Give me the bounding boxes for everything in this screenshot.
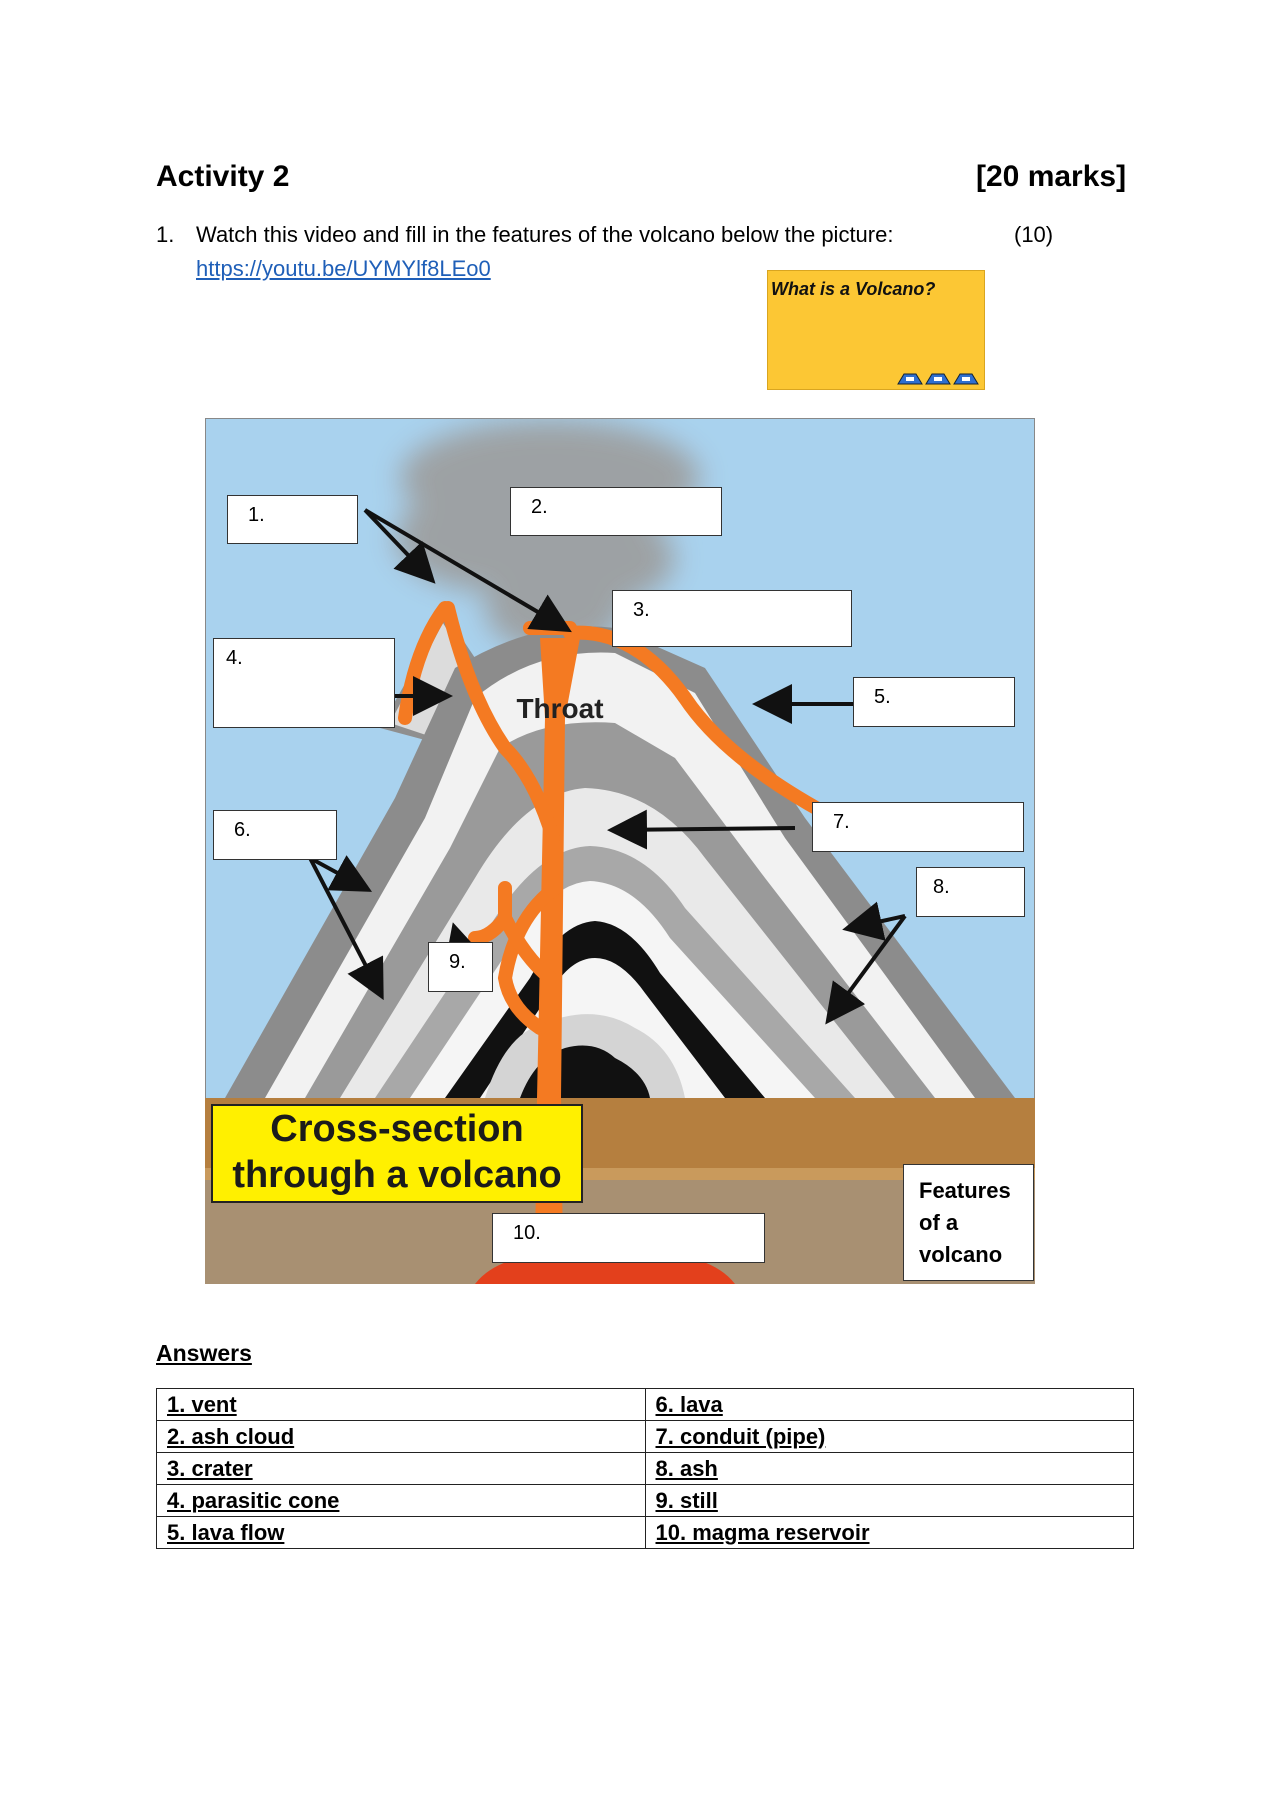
table-row	[157, 1389, 1134, 1421]
answer-cell: 7. conduit (pipe)	[645, 1421, 1134, 1453]
question-text: Watch this video and fill in the features of the volcano below the picture:	[196, 222, 894, 247]
features-caption	[903, 1164, 1034, 1281]
features-line-2: of a	[919, 1210, 959, 1235]
table-row	[157, 1485, 1134, 1517]
answer-cell: 3. crater	[157, 1453, 646, 1485]
label-box-1[interactable]: 1.	[227, 495, 358, 544]
cars-icon	[896, 369, 980, 387]
question-number: 1.	[156, 222, 175, 247]
label-box-9[interactable]: 9.	[428, 942, 493, 992]
table-row	[157, 1421, 1134, 1453]
label-box-10[interactable]: 10.	[492, 1213, 765, 1263]
answer-cell: 5. lava flow	[157, 1517, 646, 1549]
label-box-8[interactable]: 8.	[916, 867, 1025, 917]
video-link[interactable]: https://youtu.be/UYMYlf8LEo0	[196, 256, 491, 281]
label-box-3[interactable]: 3.	[612, 590, 852, 647]
banner-line-1: Cross-section	[270, 1108, 524, 1150]
answer-cell: 6. lava	[645, 1389, 1134, 1421]
total-marks: [20 marks]	[976, 160, 1127, 193]
table-row	[157, 1453, 1134, 1485]
answer-cell: 8. ash	[645, 1453, 1134, 1485]
question-marks: (10)	[1014, 222, 1054, 247]
volcano-diagram	[205, 418, 1035, 1284]
answers-table	[156, 1388, 1134, 1549]
features-line-1: Features	[919, 1178, 1011, 1203]
answer-cell: 4. parasitic cone	[157, 1485, 646, 1517]
label-box-2[interactable]: 2.	[510, 487, 722, 536]
answer-cell: 2. ash cloud	[157, 1421, 646, 1453]
features-line-3: volcano	[919, 1242, 1003, 1267]
label-box-6[interactable]: 6.	[213, 810, 337, 860]
answer-cell: 1. vent	[157, 1389, 646, 1421]
label-box-5[interactable]: 5.	[853, 677, 1015, 727]
diagram-banner	[211, 1104, 583, 1203]
banner-line-2: through a volcano	[232, 1154, 562, 1196]
answer-cell: 9. still	[645, 1485, 1134, 1517]
label-box-4[interactable]: 4.	[213, 638, 395, 728]
video-thumbnail[interactable]	[767, 270, 985, 390]
label-box-7[interactable]: 7.	[812, 802, 1024, 852]
activity-title: Activity 2	[156, 160, 290, 193]
table-row	[157, 1517, 1134, 1549]
answer-cell: 10. magma reservoir	[645, 1517, 1134, 1549]
answers-title: Answers	[156, 1340, 252, 1366]
video-thumbnail-title: What is a Volcano?	[771, 279, 936, 299]
throat-label: Throat	[516, 693, 604, 724]
